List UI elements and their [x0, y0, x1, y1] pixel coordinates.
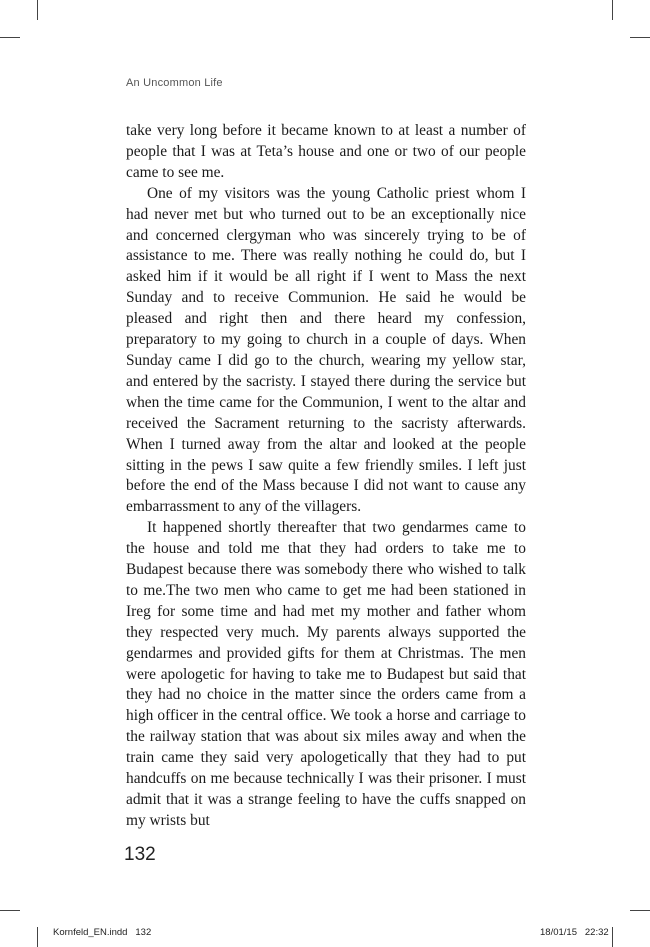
crop-mark-top-right-h	[630, 37, 650, 38]
paragraph: One of my visitors was the young Catholic priest whom I had never met but who turned out to be an exceptionally nice and concerned clergyman who was sincerely trying to be of assistance to me. There was really nothing he could do, but I asked him if it would be all right if I went to Mass the next Sunday and to receive Communion. He said he would be pleased and right then and there heard my confession, preparatory to my going to church in a couple of days. When Sunday came I did go to the church, wearing my yellow star, and entered by the sacristy. I stayed there during the service but when the time came for the Communion, I went to the altar and received the Sacrament returning to the sacristy afterwards. When I turned away from the altar and looked at the people sitting in the pews I saw quite a few friendly smiles. I left just before the end of the Mass because I did not want to cause any embarrassment to any of the villagers.	[126, 184, 526, 516]
crop-mark-top-left	[37, 0, 38, 20]
crop-mark-bottom-left	[37, 927, 38, 947]
paragraph: It happened shortly thereafter that two gendarmes came to the house and told me that they had orders to take me to Budapest because there was somebody there who wished to talk to me.The two men who came to get me had been stationed in Ireg for some time and had met my mother and father whom they respected very much. My parents always supported the gendarmes and provided gifts for them at Christmas. The men were apologetic for having to take me to Budapest but said that they had no choice in the matter since the orders came from a high officer in the central office. We took a horse and carriage to the railway station that was about six miles away and when the train came they said very apologetically that they had to put handcuffs on me because technically I was their prisoner. I must admit that it was a strange feeling to have the cuffs snapped on my wrists but	[126, 519, 526, 829]
crop-mark-bottom-right	[612, 927, 613, 947]
crop-mark-top-left-h	[0, 37, 20, 38]
page-number: 132	[124, 844, 156, 865]
slug-timestamp: 18/01/15 22:32	[540, 927, 609, 938]
crop-mark-top-right	[612, 0, 613, 20]
running-head: An Uncommon Life	[126, 77, 223, 89]
crop-mark-bottom-left-h	[0, 910, 20, 911]
slug-file-name: Kornfeld_EN.indd 132	[53, 927, 152, 938]
body-text	[126, 121, 526, 832]
paragraph-continued: take very long before it became known to at least a number of people that I was at Teta’s house and one or two of our people came to see me.	[126, 122, 526, 181]
crop-mark-bottom-right-h	[630, 910, 650, 911]
